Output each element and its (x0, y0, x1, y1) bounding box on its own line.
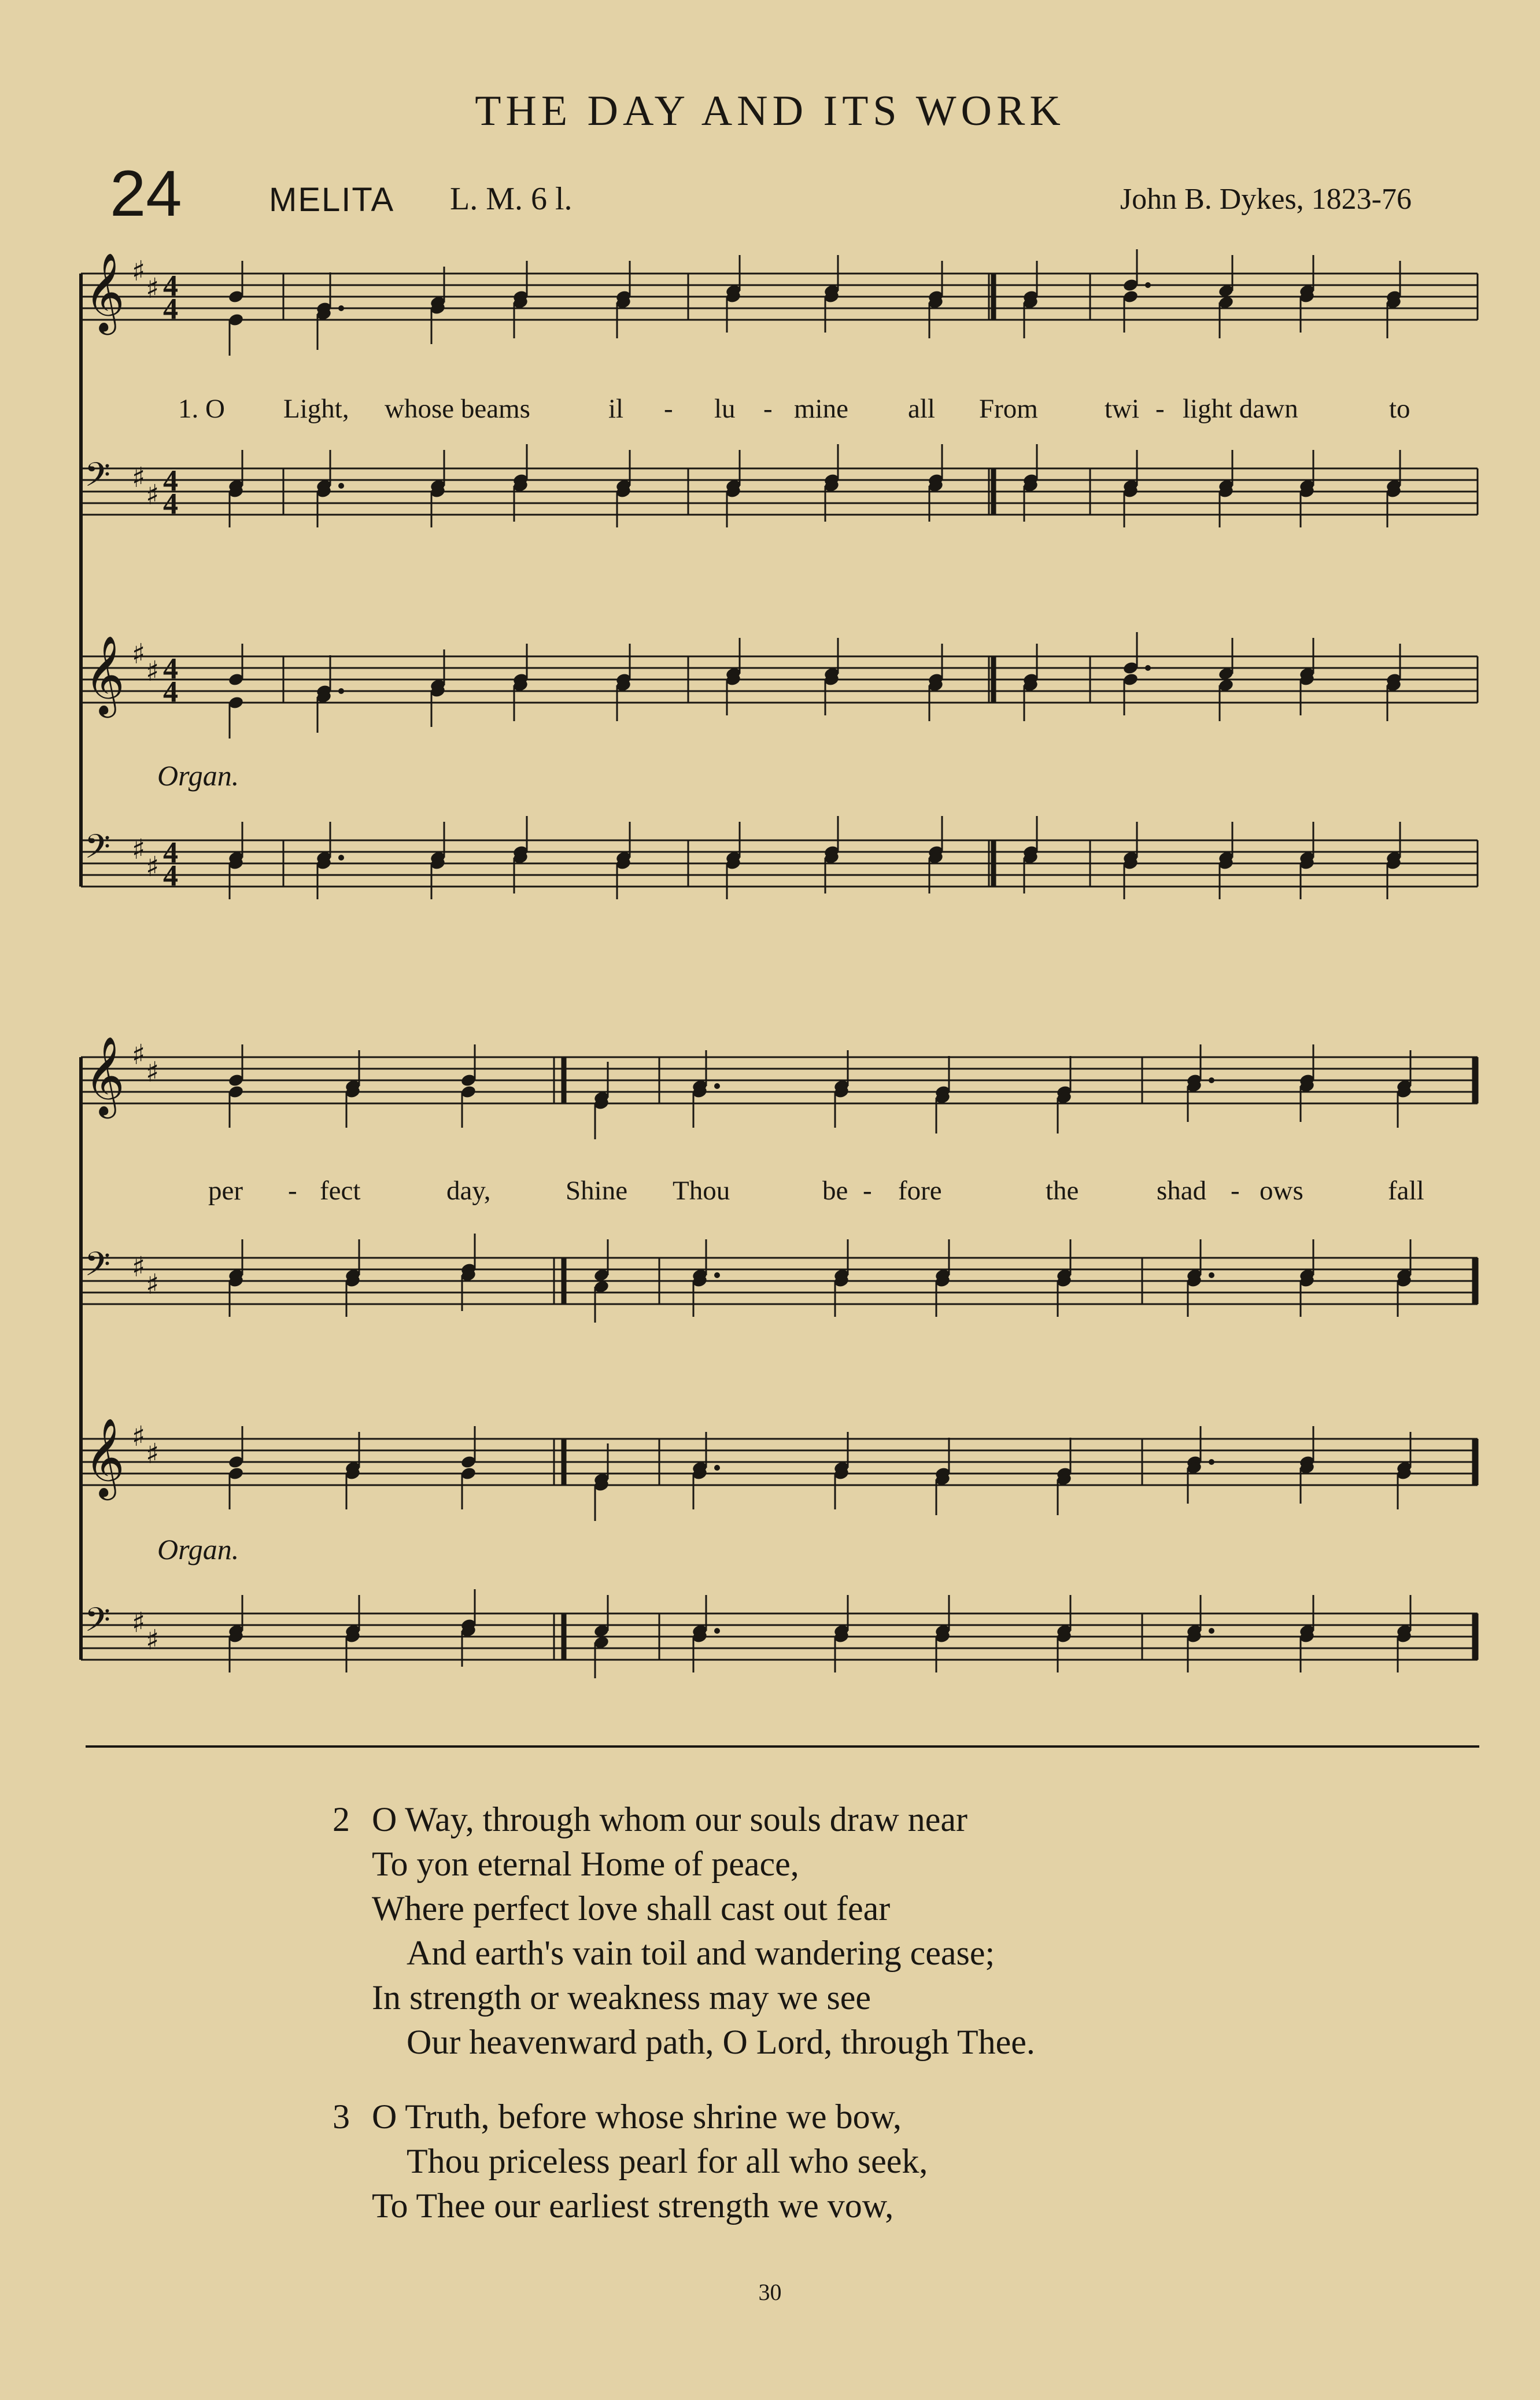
composer-credit: John B. Dykes, 1823-76 (1120, 183, 1412, 216)
time-signature: 4 (163, 488, 178, 520)
lyric-syllable: Shine (566, 1176, 628, 1206)
key-signature-sharp: ♯ (132, 1607, 146, 1639)
augmentation-dot (714, 1628, 720, 1634)
key-signature-sharp: ♯ (146, 851, 160, 883)
key-signature-sharp: ♯ (146, 1056, 160, 1088)
lyric-syllable: - (763, 394, 773, 424)
verse-line: And earth's vain toil and wandering cease; (407, 1934, 995, 1972)
key-signature-sharp: ♯ (132, 461, 146, 494)
augmentation-dot (1209, 1459, 1214, 1465)
time-signature: 4 (163, 859, 178, 892)
lyric-syllable: From (979, 394, 1038, 424)
verse-line: In strength or weakness may we see (372, 1978, 871, 2017)
augmentation-dot (1145, 282, 1151, 288)
verse-line: Thou priceless pearl for all who seek, (407, 2142, 928, 2180)
treble-clef-icon: 𝄞 (84, 252, 125, 331)
verse-number: 2 (333, 1800, 350, 1838)
augmentation-dot (1209, 1077, 1214, 1083)
key-signature-sharp: ♯ (132, 833, 146, 866)
lyric-syllable: il (608, 394, 624, 424)
section-title: THE DAY AND ITS WORK (475, 87, 1065, 135)
verse-line: To yon eternal Home of peace, (372, 1845, 799, 1883)
key-signature-sharp: ♯ (132, 1039, 146, 1071)
verses (333, 1797, 1035, 2258)
bass-clef-icon: 𝄢 (84, 827, 111, 874)
verse-number: 3 (333, 2098, 350, 2136)
key-signature-sharp: ♯ (132, 638, 146, 670)
section-divider (86, 1745, 1479, 1748)
verse-line: O Way, through whom our souls draw near (372, 1800, 967, 1838)
lyric-syllable: light dawn (1183, 394, 1298, 424)
page-number: 30 (758, 2279, 782, 2305)
organ-label: Organ. (157, 1533, 239, 1565)
lyric-syllable: - (863, 1176, 872, 1206)
key-signature-sharp: ♯ (146, 1624, 160, 1656)
tune-name: MELITA (269, 181, 395, 219)
lyric-syllable: - (1231, 1176, 1240, 1206)
key-signature-sharp: ♯ (132, 255, 146, 287)
augmentation-dot (714, 1272, 720, 1278)
key-signature-sharp: ♯ (132, 1420, 146, 1453)
time-signature: 4 (163, 675, 178, 708)
lyric-syllable: per (208, 1176, 243, 1206)
lyric-syllable: - (1155, 394, 1165, 424)
key-signature-sharp: ♯ (146, 1438, 160, 1470)
lyric-syllable: fall (1388, 1176, 1424, 1206)
lyric-syllable: be (822, 1176, 848, 1206)
lyric-syllable: - (288, 1176, 297, 1206)
verse-line: To Thee our earliest strength we vow, (372, 2187, 894, 2225)
verse-line: Where perfect love shall cast out fear (372, 1889, 891, 1928)
bass-clef-icon: 𝄢 (84, 1245, 111, 1292)
lyric-syllable: Thou (673, 1176, 730, 1206)
organ-label: Organ. (157, 759, 239, 792)
augmentation-dot (338, 483, 344, 489)
lyric-syllable: day, (446, 1176, 491, 1206)
key-signature-sharp: ♯ (132, 1251, 146, 1283)
key-signature-sharp: ♯ (146, 1268, 160, 1301)
key-signature-sharp: ♯ (146, 272, 160, 305)
treble-clef-icon: 𝄞 (84, 1035, 125, 1115)
verse-3 (333, 2095, 1035, 2228)
lyric-syllable: fore (898, 1176, 942, 1206)
time-signature: 4 (163, 269, 178, 302)
lyric-syllable: twi (1105, 394, 1140, 424)
key-signature-sharp: ♯ (146, 655, 160, 688)
augmentation-dot (338, 305, 344, 311)
bass-clef-icon: 𝄢 (84, 455, 111, 503)
augmentation-dot (1209, 1272, 1214, 1278)
lyric-syllable: ows (1260, 1176, 1303, 1206)
lyric-syllable: the (1046, 1176, 1079, 1206)
lyric-syllable: fect (320, 1176, 361, 1206)
augmentation-dot (714, 1083, 720, 1089)
lyric-syllable: Light, (283, 394, 349, 424)
augmentation-dot (338, 855, 344, 861)
lyric-syllable: mine (794, 394, 848, 424)
lyric-syllable: - (664, 394, 673, 424)
meter: L. M. 6 l. (450, 181, 573, 217)
verse-2 (333, 1797, 1035, 2065)
treble-clef-icon: 𝄞 (84, 1417, 125, 1497)
time-signature: 4 (163, 464, 178, 497)
lyric-syllable: to (1389, 394, 1410, 424)
key-signature-sharp: ♯ (146, 479, 160, 511)
augmentation-dot (714, 1465, 720, 1471)
lyric-syllable: whose beams (385, 394, 530, 424)
augmentation-dot (1145, 665, 1151, 671)
bass-clef-icon: 𝄢 (84, 1600, 111, 1648)
augmentation-dot (1209, 1628, 1214, 1634)
treble-clef-icon: 𝄞 (84, 634, 125, 714)
lyric-syllable: lu (714, 394, 736, 424)
verse-line: Our heavenward path, O Lord, through Thee. (407, 2023, 1035, 2061)
time-signature: 4 (163, 836, 178, 869)
lyric-syllable: 1. O (178, 394, 225, 424)
lyric-syllable: shad (1157, 1176, 1207, 1206)
lyric-syllable: all (908, 394, 935, 424)
augmentation-dot (338, 688, 344, 694)
verse-line: O Truth, before whose shrine we bow, (372, 2098, 902, 2136)
time-signature: 4 (163, 293, 178, 326)
time-signature: 4 (163, 652, 178, 685)
hymn-number: 24 (110, 157, 182, 230)
